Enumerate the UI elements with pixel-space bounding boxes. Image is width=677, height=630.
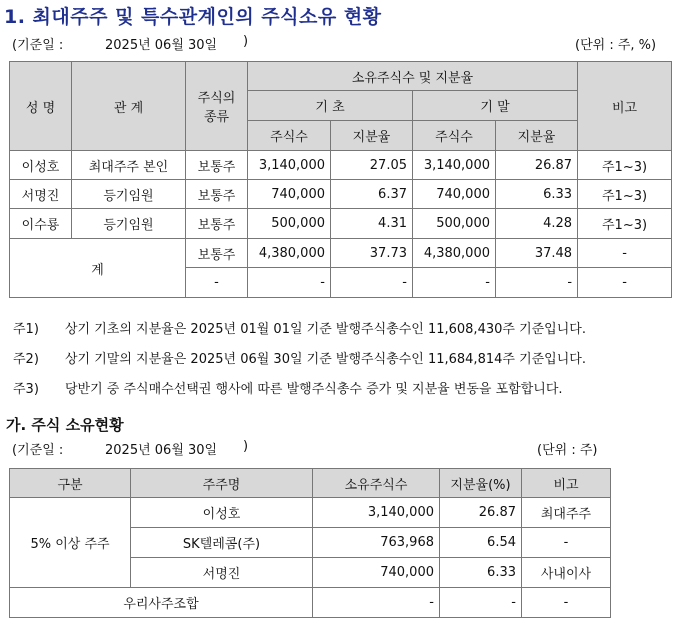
cell-type: - (186, 268, 248, 298)
cell-shares: 3,140,000 (313, 498, 440, 528)
header-note: 비고 (578, 62, 672, 151)
footnote-key: 주1) (13, 322, 39, 337)
cell-end-ratio: - (496, 268, 578, 298)
group-label: 5% 이상 주주 (10, 498, 131, 588)
footnote (13, 378, 563, 397)
header-end: 기 말 (413, 91, 578, 121)
cell-relation: 등기임원 (72, 209, 186, 239)
cell-ratio: 6.54 (440, 528, 522, 558)
cell-begin-ratio: - (331, 268, 413, 298)
cell-type: 보통주 (186, 239, 248, 268)
header-note: 비고 (522, 469, 611, 498)
table-row (10, 498, 611, 528)
cell-name: 이수룡 (10, 209, 72, 239)
cell-shares: 763,968 (313, 528, 440, 558)
header-stock-type-line2: 종류 (203, 110, 230, 125)
date-close: ) (243, 34, 249, 49)
total-row (10, 239, 672, 268)
cell-end-ratio: 37.48 (496, 239, 578, 268)
cell-holder: SK텔레콤(주) (131, 528, 313, 558)
cell-begin-ratio: 27.05 (331, 151, 413, 180)
date-value: 2025년 06월 30일 (105, 443, 218, 458)
cell-note: - (522, 588, 611, 618)
total-label: 계 (10, 239, 186, 298)
cell-begin-shares: 3,140,000 (248, 151, 331, 180)
cell-note: - (522, 528, 611, 558)
date-label: (기준일 : (12, 38, 64, 53)
header-stock-type (186, 62, 248, 151)
header-begin-shares: 주식수 (248, 121, 331, 151)
cell-end-shares: 3,140,000 (413, 151, 496, 180)
cell-note: - (578, 268, 672, 298)
header-name: 성 명 (10, 62, 72, 151)
ownership-table (9, 468, 611, 618)
cell-relation: 등기임원 (72, 180, 186, 209)
cell-type: 보통주 (186, 151, 248, 180)
cell-begin-shares: 500,000 (248, 209, 331, 239)
unit-label: (단위 : 주, %) (575, 38, 657, 53)
cell-holder: 이성호 (131, 498, 313, 528)
cell-end-shares: - (413, 268, 496, 298)
table-row (10, 209, 672, 239)
header-begin-ratio: 지분율 (331, 121, 413, 151)
header-owned: 소유주식수 및 지분율 (248, 62, 578, 91)
cell-begin-shares: 4,380,000 (248, 239, 331, 268)
cell-ratio: 6.33 (440, 558, 522, 588)
cell-type: 보통주 (186, 209, 248, 239)
cell-end-ratio: 4.28 (496, 209, 578, 239)
unit-label: (단위 : 주) (537, 443, 598, 458)
date-close: ) (243, 439, 249, 454)
footnote-key: 주3) (13, 382, 39, 397)
cell-begin-ratio: 4.31 (331, 209, 413, 239)
cell-end-ratio: 6.33 (496, 180, 578, 209)
table-row (10, 180, 672, 209)
cell-note: 최대주주 (522, 498, 611, 528)
header-holder: 주주명 (131, 469, 313, 498)
cell-end-ratio: 26.87 (496, 151, 578, 180)
cell-note: 사내이사 (522, 558, 611, 588)
date-label: (기준일 : (12, 443, 64, 458)
cell-end-shares: 4,380,000 (413, 239, 496, 268)
table-row (10, 588, 611, 618)
footnote (13, 348, 586, 367)
cell-begin-shares: 740,000 (248, 180, 331, 209)
header-end-ratio: 지분율 (496, 121, 578, 151)
cell-holder: 서명진 (131, 558, 313, 588)
header-stock-type-line1: 주식의 (197, 91, 236, 106)
cell-begin-ratio: 37.73 (331, 239, 413, 268)
cell-shares: 740,000 (313, 558, 440, 588)
cell-note: - (578, 239, 672, 268)
subsection-title: 가. 주식 소유현황 (6, 416, 124, 434)
cell-ratio: - (440, 588, 522, 618)
cell-ratio: 26.87 (440, 498, 522, 528)
cell-begin-shares: - (248, 268, 331, 298)
cell-name: 서명진 (10, 180, 72, 209)
cell-note: 주1~3) (578, 151, 672, 180)
header-begin: 기 초 (248, 91, 413, 121)
cell-end-shares: 740,000 (413, 180, 496, 209)
header-end-shares: 주식수 (413, 121, 496, 151)
date-value: 2025년 06월 30일 (105, 38, 218, 53)
footnote-text: 상기 기초의 지분율은 2025년 01월 01일 기준 발행주식총수인 11,608,430주 기준입니다. (65, 322, 586, 337)
cell-note: 주1~3) (578, 209, 672, 239)
cell-relation: 최대주주 본인 (72, 151, 186, 180)
cell-end-shares: 500,000 (413, 209, 496, 239)
footnote-key: 주2) (13, 352, 39, 367)
footnote (13, 318, 586, 337)
header-relation: 관 계 (72, 62, 186, 151)
cell-shares: - (313, 588, 440, 618)
footnote-text: 상기 기말의 지분율은 2025년 06월 30일 기준 발행주식총수인 11,684,814주 기준입니다. (65, 352, 586, 367)
cell-name: 이성호 (10, 151, 72, 180)
header-category: 구분 (10, 469, 131, 498)
section-title: 1. 최대주주 및 특수관계인의 주식소유 현황 (4, 6, 382, 28)
header-ratio: 지분율(%) (440, 469, 522, 498)
cell-begin-ratio: 6.37 (331, 180, 413, 209)
header-shares: 소유주식수 (313, 469, 440, 498)
esop-label: 우리사주조합 (10, 588, 313, 618)
footnote-text: 당반기 중 주식매수선택권 행사에 따른 발행주식총수 증가 및 지분율 변동을 포함합니다. (65, 382, 563, 397)
cell-type: 보통주 (186, 180, 248, 209)
shareholder-table (9, 61, 672, 298)
cell-note: 주1~3) (578, 180, 672, 209)
table-row (10, 151, 672, 180)
